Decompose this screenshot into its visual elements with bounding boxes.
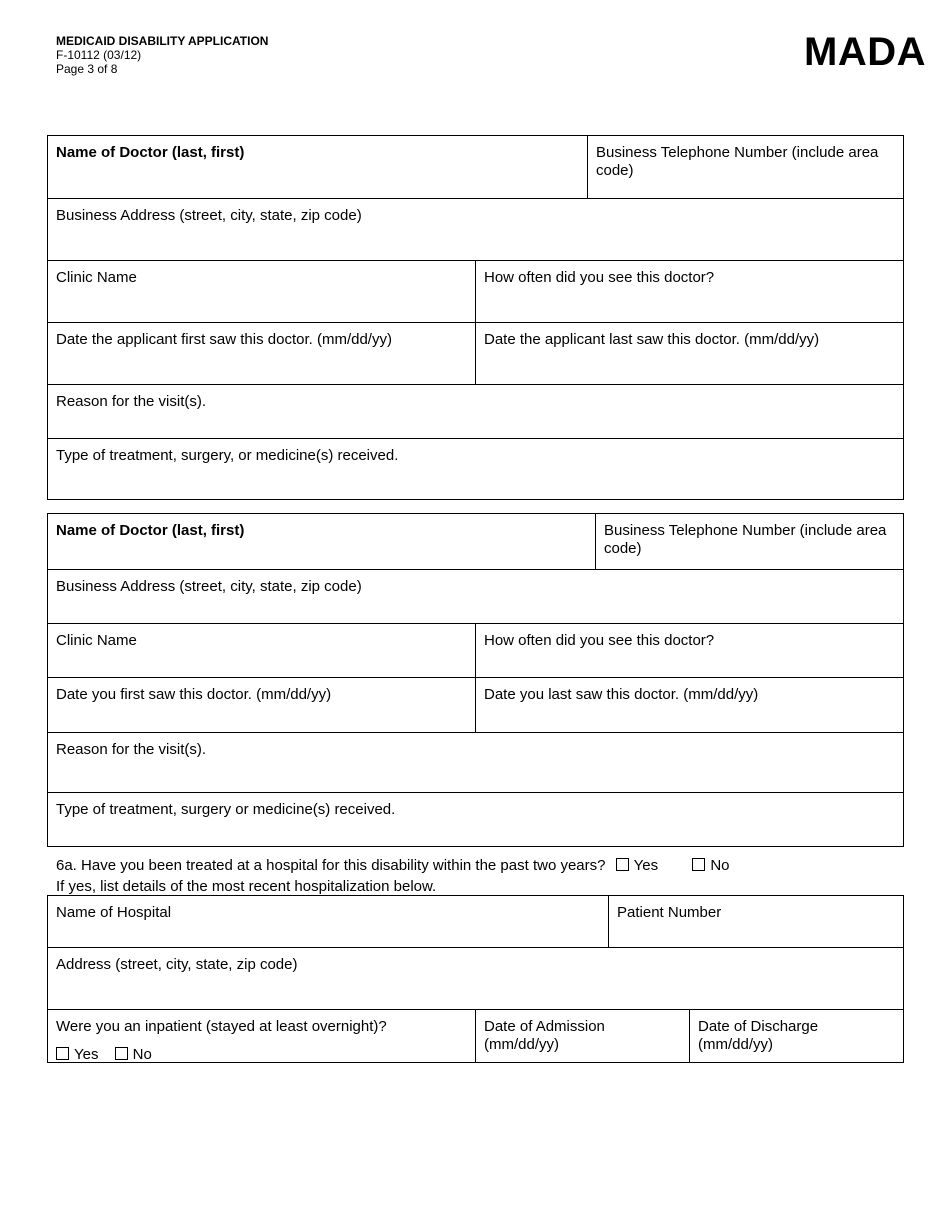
doctor-1-reason-label: Reason for the visit(s).	[56, 393, 207, 410]
doctor-2-phone-field[interactable]	[595, 514, 903, 569]
doctor-1-phone-label: Business Telephone Number (include area code)	[596, 144, 879, 179]
doctor-1-clinic-field[interactable]	[48, 261, 475, 322]
form-title: MEDICAID DISABILITY APPLICATION	[56, 34, 269, 48]
doctor-1-clinic-label: Clinic Name	[56, 269, 137, 286]
doctor-1-name-label: Name of Doctor (last, first)	[56, 144, 245, 161]
doctor-2-name-label: Name of Doctor (last, first)	[56, 522, 245, 539]
doctor-2-section	[47, 513, 904, 847]
admission-date-field[interactable]	[475, 1010, 689, 1062]
doctor-1-treatment-label: Type of treatment, surgery, or medicine(s) received.	[56, 447, 399, 464]
doctor-1-address-field[interactable]	[48, 199, 903, 260]
hospital-no-option[interactable]	[692, 857, 729, 875]
inpatient-yes-option[interactable]	[56, 1046, 98, 1064]
doctor-1-last-seen-field[interactable]	[475, 323, 903, 384]
doctor-1-address-label: Business Address (street, city, state, zip code)	[56, 207, 362, 224]
doctor-2-address-field[interactable]	[48, 570, 903, 623]
doctor-1-phone-field[interactable]	[587, 136, 903, 198]
doctor-2-reason-field[interactable]	[48, 733, 903, 792]
doctor-2-treatment-label: Type of treatment, surgery or medicine(s) received.	[56, 801, 396, 818]
patient-number-label: Patient Number	[617, 904, 722, 921]
inpatient-no-option[interactable]	[115, 1046, 152, 1064]
inpatient-no-checkbox[interactable]	[115, 1047, 128, 1060]
doctor-1-name-field[interactable]	[48, 136, 587, 198]
doctor-1-first-seen-label: Date the applicant first saw this doctor. (mm/dd/yy)	[56, 331, 392, 348]
hospital-name-field[interactable]	[48, 896, 608, 947]
doctor-2-last-seen-field[interactable]	[475, 678, 903, 732]
hospital-yes-label: Yes	[633, 857, 659, 874]
form-logo: MADA	[804, 30, 926, 74]
hospital-instruction: If yes, list details of the most recent hospitalization below.	[56, 878, 437, 895]
doctor-2-first-seen-field[interactable]	[48, 678, 475, 732]
doctor-1-section	[47, 135, 904, 500]
doctor-2-name-field[interactable]	[48, 514, 595, 569]
doctor-2-treatment-field[interactable]	[48, 793, 903, 846]
discharge-date-label: Date of Discharge (mm/dd/yy)	[698, 1018, 819, 1053]
hospital-yes-option[interactable]	[616, 857, 658, 875]
doctor-1-frequency-field[interactable]	[475, 261, 903, 322]
doctor-2-frequency-label: How often did you see this doctor?	[484, 632, 715, 649]
hospital-section	[47, 895, 904, 1063]
form-number: F-10112 (03/12)	[56, 48, 142, 62]
hospital-question: 6a. Have you been treated at a hospital for this disability within the past two years?	[56, 857, 606, 874]
inpatient-no-label: No	[132, 1046, 152, 1063]
doctor-2-reason-label: Reason for the visit(s).	[56, 741, 207, 758]
patient-number-field[interactable]	[608, 896, 903, 947]
doctor-1-first-seen-field[interactable]	[48, 323, 475, 384]
hospital-address-field[interactable]	[48, 948, 903, 1009]
doctor-2-clinic-label: Clinic Name	[56, 632, 137, 649]
hospital-address-label: Address (street, city, state, zip code)	[56, 956, 298, 973]
inpatient-yes-checkbox[interactable]	[56, 1047, 69, 1060]
page-number: Page 3 of 8	[56, 62, 118, 76]
inpatient-field	[48, 1010, 475, 1062]
hospital-name-label: Name of Hospital	[56, 904, 172, 921]
hospital-yes-checkbox[interactable]	[616, 858, 629, 871]
inpatient-yes-label: Yes	[74, 1046, 99, 1063]
doctor-2-address-label: Business Address (street, city, state, zip code)	[56, 578, 362, 595]
doctor-1-frequency-label: How often did you see this doctor?	[484, 269, 715, 286]
hospital-question-line	[56, 857, 730, 875]
doctor-1-last-seen-label: Date the applicant last saw this doctor. (mm/dd/yy)	[484, 331, 820, 348]
doctor-2-clinic-field[interactable]	[48, 624, 475, 677]
hospital-no-label: No	[710, 857, 730, 874]
hospital-no-checkbox[interactable]	[692, 858, 705, 871]
discharge-date-field[interactable]	[689, 1010, 903, 1062]
doctor-1-reason-field[interactable]	[48, 385, 903, 438]
doctor-2-first-seen-label: Date you first saw this doctor. (mm/dd/yy)	[56, 686, 332, 703]
doctor-2-last-seen-label: Date you last saw this doctor. (mm/dd/yy)	[484, 686, 759, 703]
doctor-2-phone-label: Business Telephone Number (include area code)	[604, 522, 887, 557]
doctor-2-frequency-field[interactable]	[475, 624, 903, 677]
inpatient-label: Were you an inpatient (stayed at least overnight)?	[56, 1018, 387, 1035]
admission-date-label: Date of Admission (mm/dd/yy)	[484, 1018, 605, 1053]
doctor-1-treatment-field[interactable]	[48, 439, 903, 499]
